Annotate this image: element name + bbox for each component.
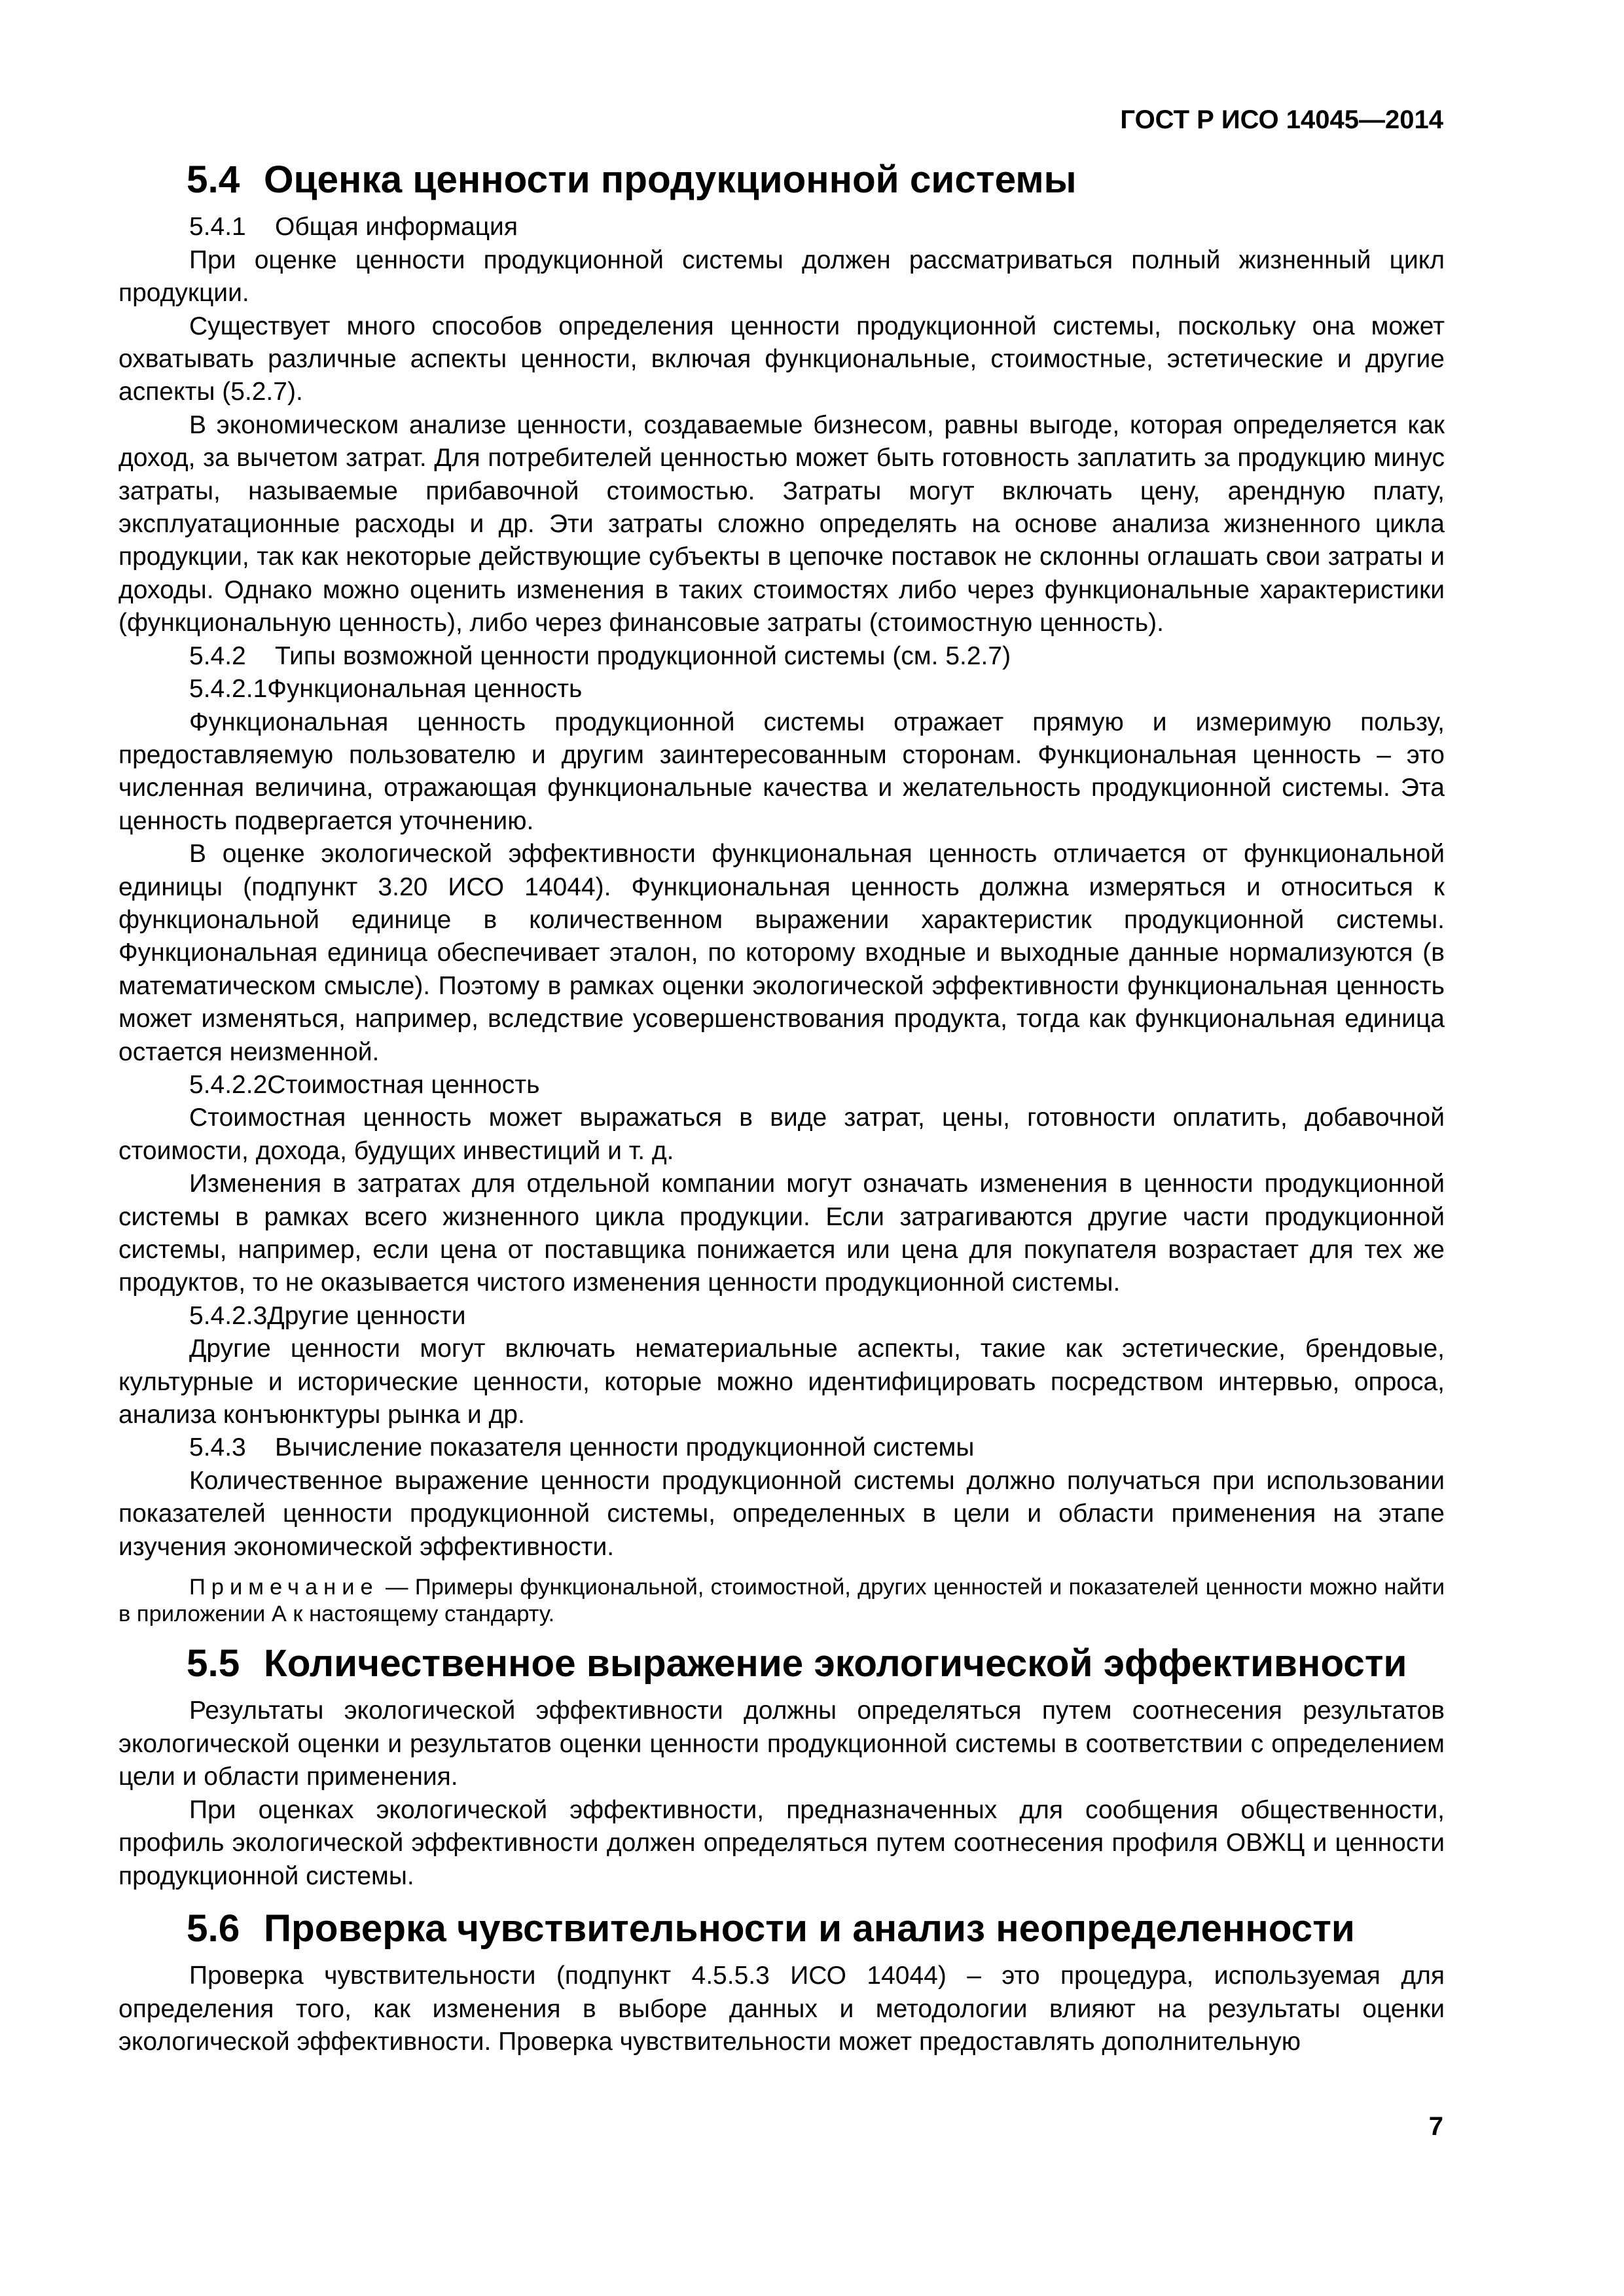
section-number: 5.6 — [187, 1907, 240, 1950]
section-title: Оценка ценности продукционной системы — [264, 158, 1077, 201]
paragraph: Количественное выражение ценности продукционной системы должно получаться при использовании показателей ценности продукционной системы, определенных в цели и области применения на этапе изучения экономической эффективности. — [118, 1466, 1445, 1561]
subsection-number: 5.4.2.1 — [189, 675, 268, 704]
subsection-title: Функциональная ценность — [267, 675, 583, 704]
subsection-heading-5-4-1 — [118, 211, 1445, 243]
page-content — [118, 158, 1445, 2059]
note-label: Примечание — [189, 1575, 379, 1600]
page-number: 7 — [1428, 2112, 1443, 2141]
paragraph: Другие ценности могут включать нематериальные аспекты, такие как эстетические, брендовые, культурные и исторические ценности, которые можно идентифицировать посредством интервью, опроса, анализа конъюнктуры рынка и др. — [118, 1335, 1445, 1429]
section-number: 5.5 — [187, 1642, 240, 1685]
paragraph: В экономическом анализе ценности, создаваемые бизнесом, равны выгоде, которая определяется как доход, за вычетом затрат. Для потребителей ценностью может быть готовность заплатить за продукцию минус затраты, называемые прибавочной стоимостью. Затраты могут включать цену, арендную плату, эксплуатационные расходы и др. Эти затраты сложно определять на основе анализа жизненного цикла продукции, так как некоторые действующие субъекты в цепочке поставок не склонны оглашать свои затраты и доходы. Однако можно оценить изменения в таких стоимостях либо через функциональные характеристики (функциональную ценность), либо через финансовые затраты (стоимостную ценность). — [118, 410, 1445, 637]
section-heading-5-6 — [118, 1907, 1445, 1950]
section-number: 5.4 — [187, 158, 240, 201]
subsection-number: 5.4.2 — [189, 641, 246, 670]
standard-header: ГОСТ Р ИСО 14045—2014 — [1120, 105, 1443, 134]
paragraph: Существует много способов определения ценности продукционной системы, поскольку она может охватывать различные аспекты ценности, включая функциональные, стоимостные, эстетические и другие аспекты (5.2.7). — [118, 312, 1445, 406]
paragraph: Результаты экологической эффективности должны определяться путем соотнесения результатов экологической оценки и результатов оценки ценности продукционной системы в соответствии с определением цели и области применения. — [118, 1696, 1445, 1791]
subsection-heading-5-4-2-2 — [118, 1069, 1445, 1102]
subsection-number: 5.4.2.2 — [189, 1070, 268, 1099]
note — [118, 1574, 1445, 1628]
subsection-title: Общая информация — [275, 213, 518, 242]
section-heading-5-4 — [118, 158, 1445, 201]
subsection-heading-5-4-2-1 — [118, 673, 1445, 706]
paragraph: При оценках экологической эффективности, предназначенных для сообщения общественности, профиль экологической эффективности должен определяться путем соотнесения профиля ОВЖЦ и ценности продукционной системы. — [118, 1795, 1445, 1890]
paragraph: Проверка чувствительности (подпункт 4.5.5.3 ИСО 14044) – это процедура, используемая для определения того, как изменения в выборе данных и методологии влияют на результаты оценки экологической эффективности. Проверка чувствительности может предоставлять дополнительную — [118, 1962, 1445, 2056]
paragraph: Изменения в затратах для отдельной компании могут означать изменения в ценности продукционной системы в рамках всего жизненного цикла продукции. Если затрагиваются другие части продукционной системы, например, если цена от поставщика понижается или цена для покупателя возрастает для тех же продуктов, то не оказывается чистого изменения ценности продукционной системы. — [118, 1170, 1445, 1297]
subsection-title: Вычисление показателя ценности продукционной системы — [275, 1433, 975, 1462]
section-heading-5-5 — [118, 1642, 1445, 1685]
subsection-title: Стоимостная ценность — [267, 1070, 540, 1099]
paragraph: В оценке экологической эффективности функциональная ценность отличается от функциональной единицы (подпункт 3.20 ИСО 14044). Функциональная ценность должна измеряться и относиться к функциональной единице в количественном выражении характеристик продукционной системы. Функциональная единица обеспечивает эталон, по которому входные и выходные данные нормализуются (в математическом смысле). Поэтому в рамках оценки экологической эффективности функциональная ценность может изменяться, например, вследствие усовершенствования продукта, тогда как функциональная единица остается неизменной. — [118, 840, 1445, 1066]
subsection-number: 5.4.1 — [189, 213, 246, 242]
subsection-heading-5-4-2-3 — [118, 1300, 1445, 1333]
subsection-number: 5.4.3 — [189, 1433, 246, 1462]
section-title: Проверка чувствительности и анализ неопределенности — [264, 1907, 1355, 1950]
paragraph: При оценке ценности продукционной системы должен рассматриваться полный жизненный цикл продукции. — [118, 245, 1445, 308]
subsection-heading-5-4-2 — [118, 640, 1445, 673]
subsection-heading-5-4-3 — [118, 1431, 1445, 1464]
note-text: — Примеры функциональной, стоимостной, других ценностей и показателей ценности можно найти в приложении А к настоящему стандарту. — [118, 1575, 1445, 1627]
paragraph: Стоимостная ценность может выражаться в виде затрат, цены, готовности оплатить, добавочной стоимости, дохода, будущих инвестиций и т. д. — [118, 1103, 1445, 1165]
paragraph: Функциональная ценность продукционной системы отражает прямую и измеримую пользу, предоставляемую пользователю и другим заинтересованным сторонам. Функциональная ценность – это численная величина, отражающая функциональные качества и желательность продукционной системы. Эта ценность подвергается уточнению. — [118, 708, 1445, 835]
subsection-title: Типы возможной ценности продукционной системы (см. 5.2.7) — [275, 641, 1011, 670]
subsection-title: Другие ценности — [267, 1301, 466, 1330]
subsection-number: 5.4.2.3 — [189, 1301, 268, 1330]
section-title: Количественное выражение экологической эффективности — [264, 1642, 1407, 1685]
